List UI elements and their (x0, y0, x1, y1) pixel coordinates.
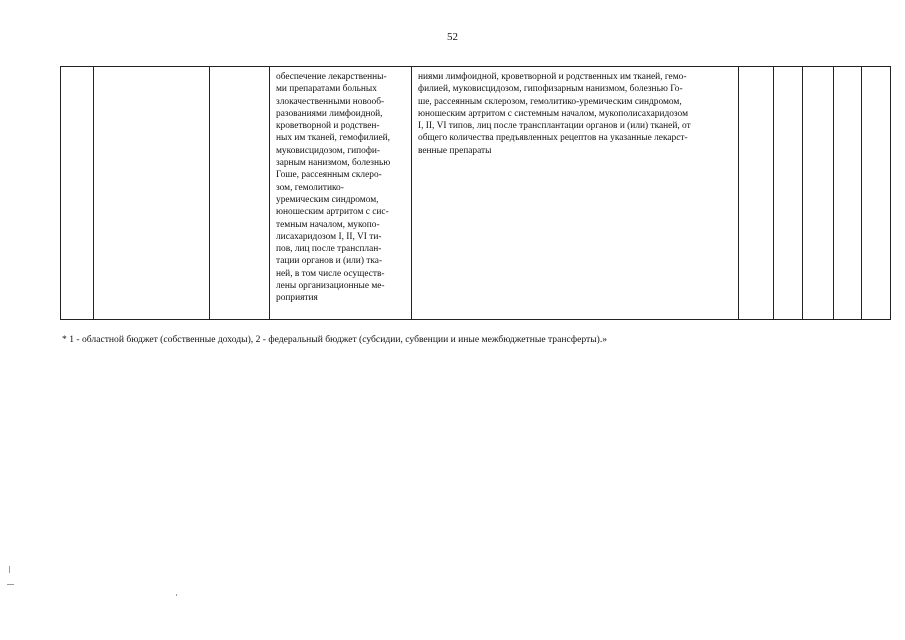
continuation-table (60, 66, 891, 320)
empty-cell (739, 67, 774, 320)
margin-mark (9, 566, 10, 573)
empty-cell (61, 67, 94, 320)
empty-cell (803, 67, 834, 320)
empty-cell (94, 67, 210, 320)
empty-cell (862, 67, 891, 320)
page-number: 52 (447, 31, 458, 43)
indicator-description-cell (412, 67, 739, 320)
indicator-description-text: ниями лимфоидной, кроветворной и родственных им тканей, гемо- филией, муковисцидозом, гипофизарным нанизмом, болезнью Го- ше, рассеянным склерозом, гемолитико-уремическим синдромом, юношеским артритом с системным началом, мукополисахаридозом I, II, VI типов, лиц после трансплантации органов и (или) тканей, от общего количества предъявленных рецептов на указанные лекарст- венные препараты (418, 72, 691, 156)
margin-mark (176, 594, 177, 596)
measure-description-cell (270, 67, 412, 320)
table-row (61, 67, 891, 320)
empty-cell (834, 67, 862, 320)
budget-footnote: * 1 - областной бюджет (собственные доходы), 2 - федеральный бюджет (субсидии, субвенции и иные межбюджетные трансферты).» (62, 334, 608, 345)
empty-cell (210, 67, 270, 320)
measure-description-text: обеспечение лекарственны- ми препаратами больных злокачественными новооб- разованиями лимфоидной, кроветворной и родствен- ных им тканей, гемофилией, муковисцидозом, гипофи- зарным нанизмом, болезнью Гоше, рассеянным склеро- зом, гемолитико- уремическим синдромом, юношеским артритом с сис- темным началом, мукопо- лисахаридозом I, II, VI ти- пов, лиц после трансплан- тации органов и (или) тка- ней, в том числе осуществ- лены организационные ме- роприятия (276, 72, 391, 304)
empty-cell (774, 67, 803, 320)
margin-mark (7, 584, 14, 585)
